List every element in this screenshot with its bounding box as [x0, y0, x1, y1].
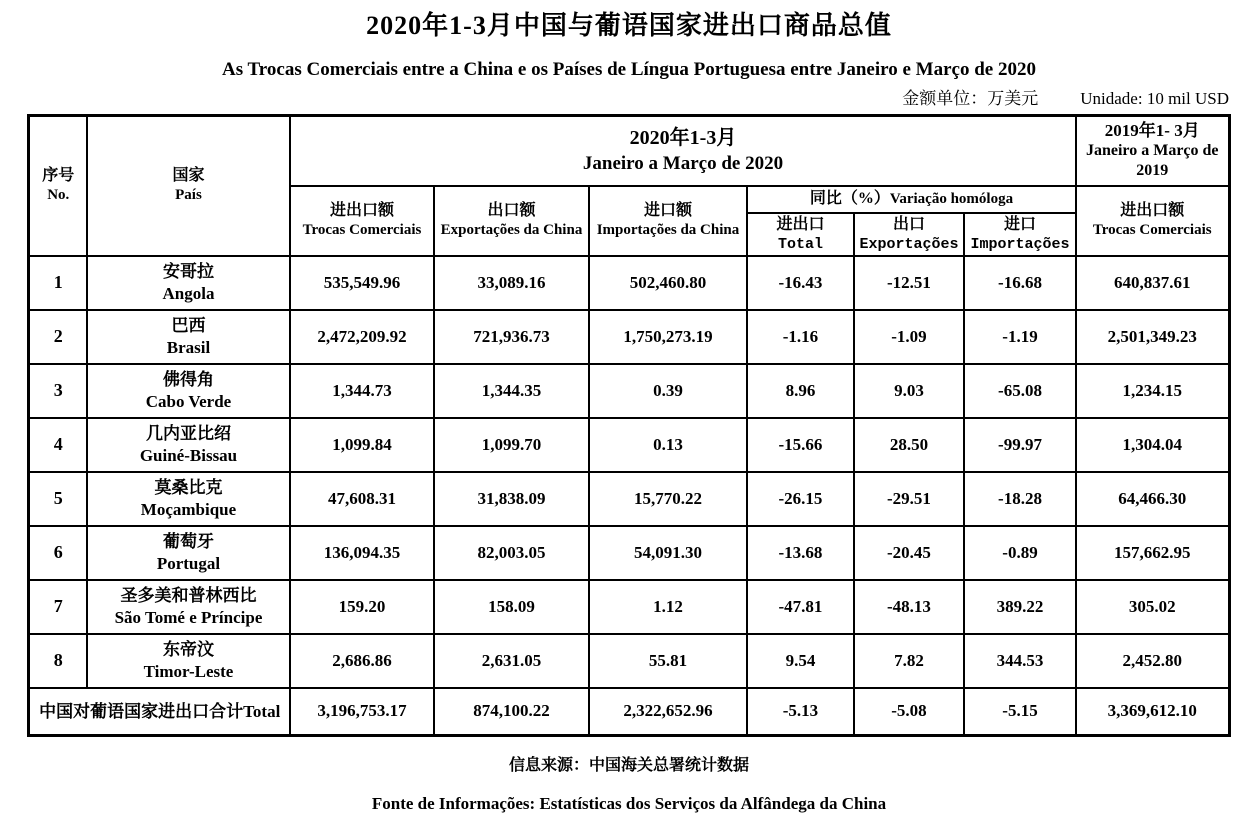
header-yoy-total-zh: 进出口 — [776, 215, 825, 233]
header-yoy-zh: 同比（%） — [809, 190, 890, 207]
header-imports-pt: Importações da China — [596, 222, 740, 238]
cell-yoy-exports: -48.13 — [854, 580, 964, 634]
cell-yoy-imports: -0.89 — [964, 526, 1076, 580]
cell-yoy-total: -15.66 — [747, 418, 854, 472]
cell-trade: 2,686.86 — [290, 634, 434, 688]
cell-country — [87, 526, 290, 580]
cell-trade-2019: 640,837.61 — [1076, 256, 1229, 310]
cell-trade: 535,549.96 — [290, 256, 434, 310]
cell-country — [87, 364, 290, 418]
cell-country — [87, 580, 290, 634]
header-trade-2019 — [1076, 186, 1229, 256]
header-period-2020-pt: Janeiro a Março de 2020 — [582, 153, 784, 175]
country-name-zh: 圣多美和普林西比 — [120, 585, 257, 605]
country-name-zh: 巴西 — [171, 315, 206, 335]
cell-yoy-exports: -29.51 — [854, 472, 964, 526]
table-row — [29, 580, 1229, 634]
cell-yoy-imports: -1.19 — [964, 310, 1076, 364]
header-yoy-total — [747, 213, 854, 256]
cell-yoy-imports: -18.28 — [964, 472, 1076, 526]
cell-country — [87, 256, 290, 310]
header-yoy-exports-zh: 出口 — [892, 215, 925, 233]
cell-yoy-total: -26.15 — [747, 472, 854, 526]
cell-row-number: 1 — [29, 256, 87, 310]
source-note-zh: 信息来源：中国海关总署统计数据 — [508, 757, 749, 774]
table-row — [29, 256, 1229, 310]
cell-total-trade: 3,196,753.17 — [290, 688, 434, 736]
page-subtitle: As Trocas Comerciais entre a China e os Países de Língua Portuguesa entre Janeiro e Março de 2020 — [222, 59, 1036, 80]
cell-yoy-exports: -20.45 — [854, 526, 964, 580]
cell-yoy-exports: -12.51 — [854, 256, 964, 310]
cell-exports: 721,936.73 — [434, 310, 589, 364]
header-trade-total-pt: Trocas Comerciais — [302, 222, 422, 238]
cell-yoy-exports: -1.09 — [854, 310, 964, 364]
cell-imports: 0.13 — [589, 418, 747, 472]
table-row — [29, 634, 1229, 688]
cell-imports: 1,750,273.19 — [589, 310, 747, 364]
table-row — [29, 472, 1229, 526]
unit-label-zh: 金额单位：万美元 — [902, 89, 1039, 108]
header-imports — [589, 186, 747, 256]
cell-yoy-total: -1.16 — [747, 310, 854, 364]
cell-yoy-imports: -16.68 — [964, 256, 1076, 310]
country-name-pt: Cabo Verde — [145, 391, 232, 411]
cell-row-number: 4 — [29, 418, 87, 472]
cell-trade: 159.20 — [290, 580, 434, 634]
header-yoy — [747, 186, 1076, 213]
header-country-zh: 国家 — [172, 167, 205, 185]
country-name-pt: Moçambique — [140, 499, 237, 519]
header-yoy-imports — [964, 213, 1076, 256]
country-name-pt: Brasil — [166, 337, 211, 357]
table-row — [29, 526, 1229, 580]
cell-country — [87, 418, 290, 472]
country-name-zh: 葡萄牙 — [162, 531, 214, 551]
table-total-row — [29, 688, 1229, 736]
cell-total-yoy-imports: -5.15 — [964, 688, 1076, 736]
header-yoy-pt: Variação homóloga — [889, 191, 1014, 207]
page-title: 2020年1-3月中国与葡语国家进出口商品总值 — [366, 11, 892, 40]
cell-yoy-exports: 28.50 — [854, 418, 964, 472]
header-yoy-imports-zh: 进口 — [1003, 215, 1036, 233]
country-name-pt: São Tomé e Príncipe — [114, 607, 263, 627]
cell-row-number: 3 — [29, 364, 87, 418]
header-yoy-imports-pt: Importações — [970, 235, 1070, 253]
cell-row-number: 8 — [29, 634, 87, 688]
header-no-zh: 序号 — [42, 167, 75, 185]
cell-total-trade-2019: 3,369,612.10 — [1076, 688, 1229, 736]
table-row — [29, 364, 1229, 418]
cell-yoy-total: 8.96 — [747, 364, 854, 418]
header-country — [87, 116, 290, 256]
header-trade-2019-zh: 进出口额 — [1120, 202, 1185, 219]
cell-imports: 15,770.22 — [589, 472, 747, 526]
header-trade-total-zh: 进出口额 — [329, 202, 394, 219]
trade-table — [27, 114, 1230, 737]
country-name-zh: 东帝汶 — [162, 639, 214, 659]
cell-exports: 1,344.35 — [434, 364, 589, 418]
cell-country — [87, 472, 290, 526]
cell-yoy-imports: 389.22 — [964, 580, 1076, 634]
cell-country — [87, 634, 290, 688]
cell-exports: 33,089.16 — [434, 256, 589, 310]
cell-exports: 1,099.70 — [434, 418, 589, 472]
cell-yoy-total: -13.68 — [747, 526, 854, 580]
cell-total-yoy-total: -5.13 — [747, 688, 854, 736]
cell-yoy-imports: 344.53 — [964, 634, 1076, 688]
header-imports-zh: 进口额 — [643, 202, 692, 219]
header-exports-zh: 出口额 — [487, 202, 536, 219]
cell-row-number: 6 — [29, 526, 87, 580]
header-no — [29, 116, 87, 256]
cell-imports: 55.81 — [589, 634, 747, 688]
unit-label-pt: Unidade: 10 mil USD — [1080, 89, 1229, 108]
cell-trade: 2,472,209.92 — [290, 310, 434, 364]
table-row — [29, 310, 1229, 364]
cell-trade: 47,608.31 — [290, 472, 434, 526]
header-period-2019-pt: Janeiro a Março de 2019 — [1085, 142, 1219, 180]
cell-total-yoy-exports: -5.08 — [854, 688, 964, 736]
cell-row-number: 5 — [29, 472, 87, 526]
country-name-zh: 莫桑比克 — [154, 477, 223, 497]
cell-trade-2019: 1,304.04 — [1076, 418, 1229, 472]
header-exports — [434, 186, 589, 256]
cell-yoy-imports: -65.08 — [964, 364, 1076, 418]
country-name-pt: Portugal — [156, 553, 221, 573]
cell-total-imports: 2,322,652.96 — [589, 688, 747, 736]
country-name-zh: 佛得角 — [162, 369, 214, 389]
table-row — [29, 418, 1229, 472]
cell-imports: 502,460.80 — [589, 256, 747, 310]
cell-yoy-exports: 9.03 — [854, 364, 964, 418]
cell-exports: 82,003.05 — [434, 526, 589, 580]
header-no-pt: No. — [47, 187, 70, 204]
cell-yoy-total: -47.81 — [747, 580, 854, 634]
cell-imports: 1.12 — [589, 580, 747, 634]
cell-row-number: 2 — [29, 310, 87, 364]
header-period-2019 — [1076, 116, 1229, 186]
cell-row-number: 7 — [29, 580, 87, 634]
cell-yoy-total: 9.54 — [747, 634, 854, 688]
cell-country — [87, 310, 290, 364]
header-yoy-exports-pt: Exportações — [859, 235, 959, 253]
header-row-1 — [29, 116, 1229, 186]
cell-trade-2019: 1,234.15 — [1076, 364, 1229, 418]
country-name-pt: Guiné-Bissau — [139, 445, 238, 465]
cell-imports: 0.39 — [589, 364, 747, 418]
cell-trade-2019: 2,501,349.23 — [1076, 310, 1229, 364]
cell-trade-2019: 64,466.30 — [1076, 472, 1229, 526]
header-yoy-total-pt: Total — [777, 235, 823, 253]
unit-line — [29, 88, 1229, 110]
cell-yoy-total: -16.43 — [747, 256, 854, 310]
cell-trade-2019: 305.02 — [1076, 580, 1229, 634]
source-note-pt: Fonte de Informações: Estatísticas dos Serviços da Alfândega da China — [371, 794, 887, 813]
cell-trade: 136,094.35 — [290, 526, 434, 580]
cell-exports: 2,631.05 — [434, 634, 589, 688]
cell-trade-2019: 157,662.95 — [1076, 526, 1229, 580]
cell-trade-2019: 2,452.80 — [1076, 634, 1229, 688]
header-period-2020-zh: 2020年1-3月 — [629, 127, 737, 150]
header-exports-pt: Exportações da China — [440, 222, 583, 238]
country-name-pt: Timor-Leste — [143, 661, 234, 681]
cell-trade: 1,344.73 — [290, 364, 434, 418]
cell-total-exports: 874,100.22 — [434, 688, 589, 736]
cell-yoy-exports: 7.82 — [854, 634, 964, 688]
header-trade-total — [290, 186, 434, 256]
header-period-2019-zh: 2019年1- 3月 — [1104, 121, 1200, 141]
cell-exports: 158.09 — [434, 580, 589, 634]
cell-imports: 54,091.30 — [589, 526, 747, 580]
country-name-zh: 安哥拉 — [162, 261, 214, 281]
country-name-zh: 几内亚比绍 — [145, 423, 231, 443]
cell-total-label: 中国对葡语国家进出口合计Total — [29, 688, 290, 736]
cell-trade: 1,099.84 — [290, 418, 434, 472]
header-country-pt: País — [175, 187, 202, 204]
country-name-pt: Angola — [162, 283, 215, 303]
header-yoy-exports — [854, 213, 964, 256]
header-period-2020 — [290, 116, 1076, 186]
cell-exports: 31,838.09 — [434, 472, 589, 526]
cell-yoy-imports: -99.97 — [964, 418, 1076, 472]
header-trade-2019-pt: Trocas Comerciais — [1092, 222, 1212, 238]
